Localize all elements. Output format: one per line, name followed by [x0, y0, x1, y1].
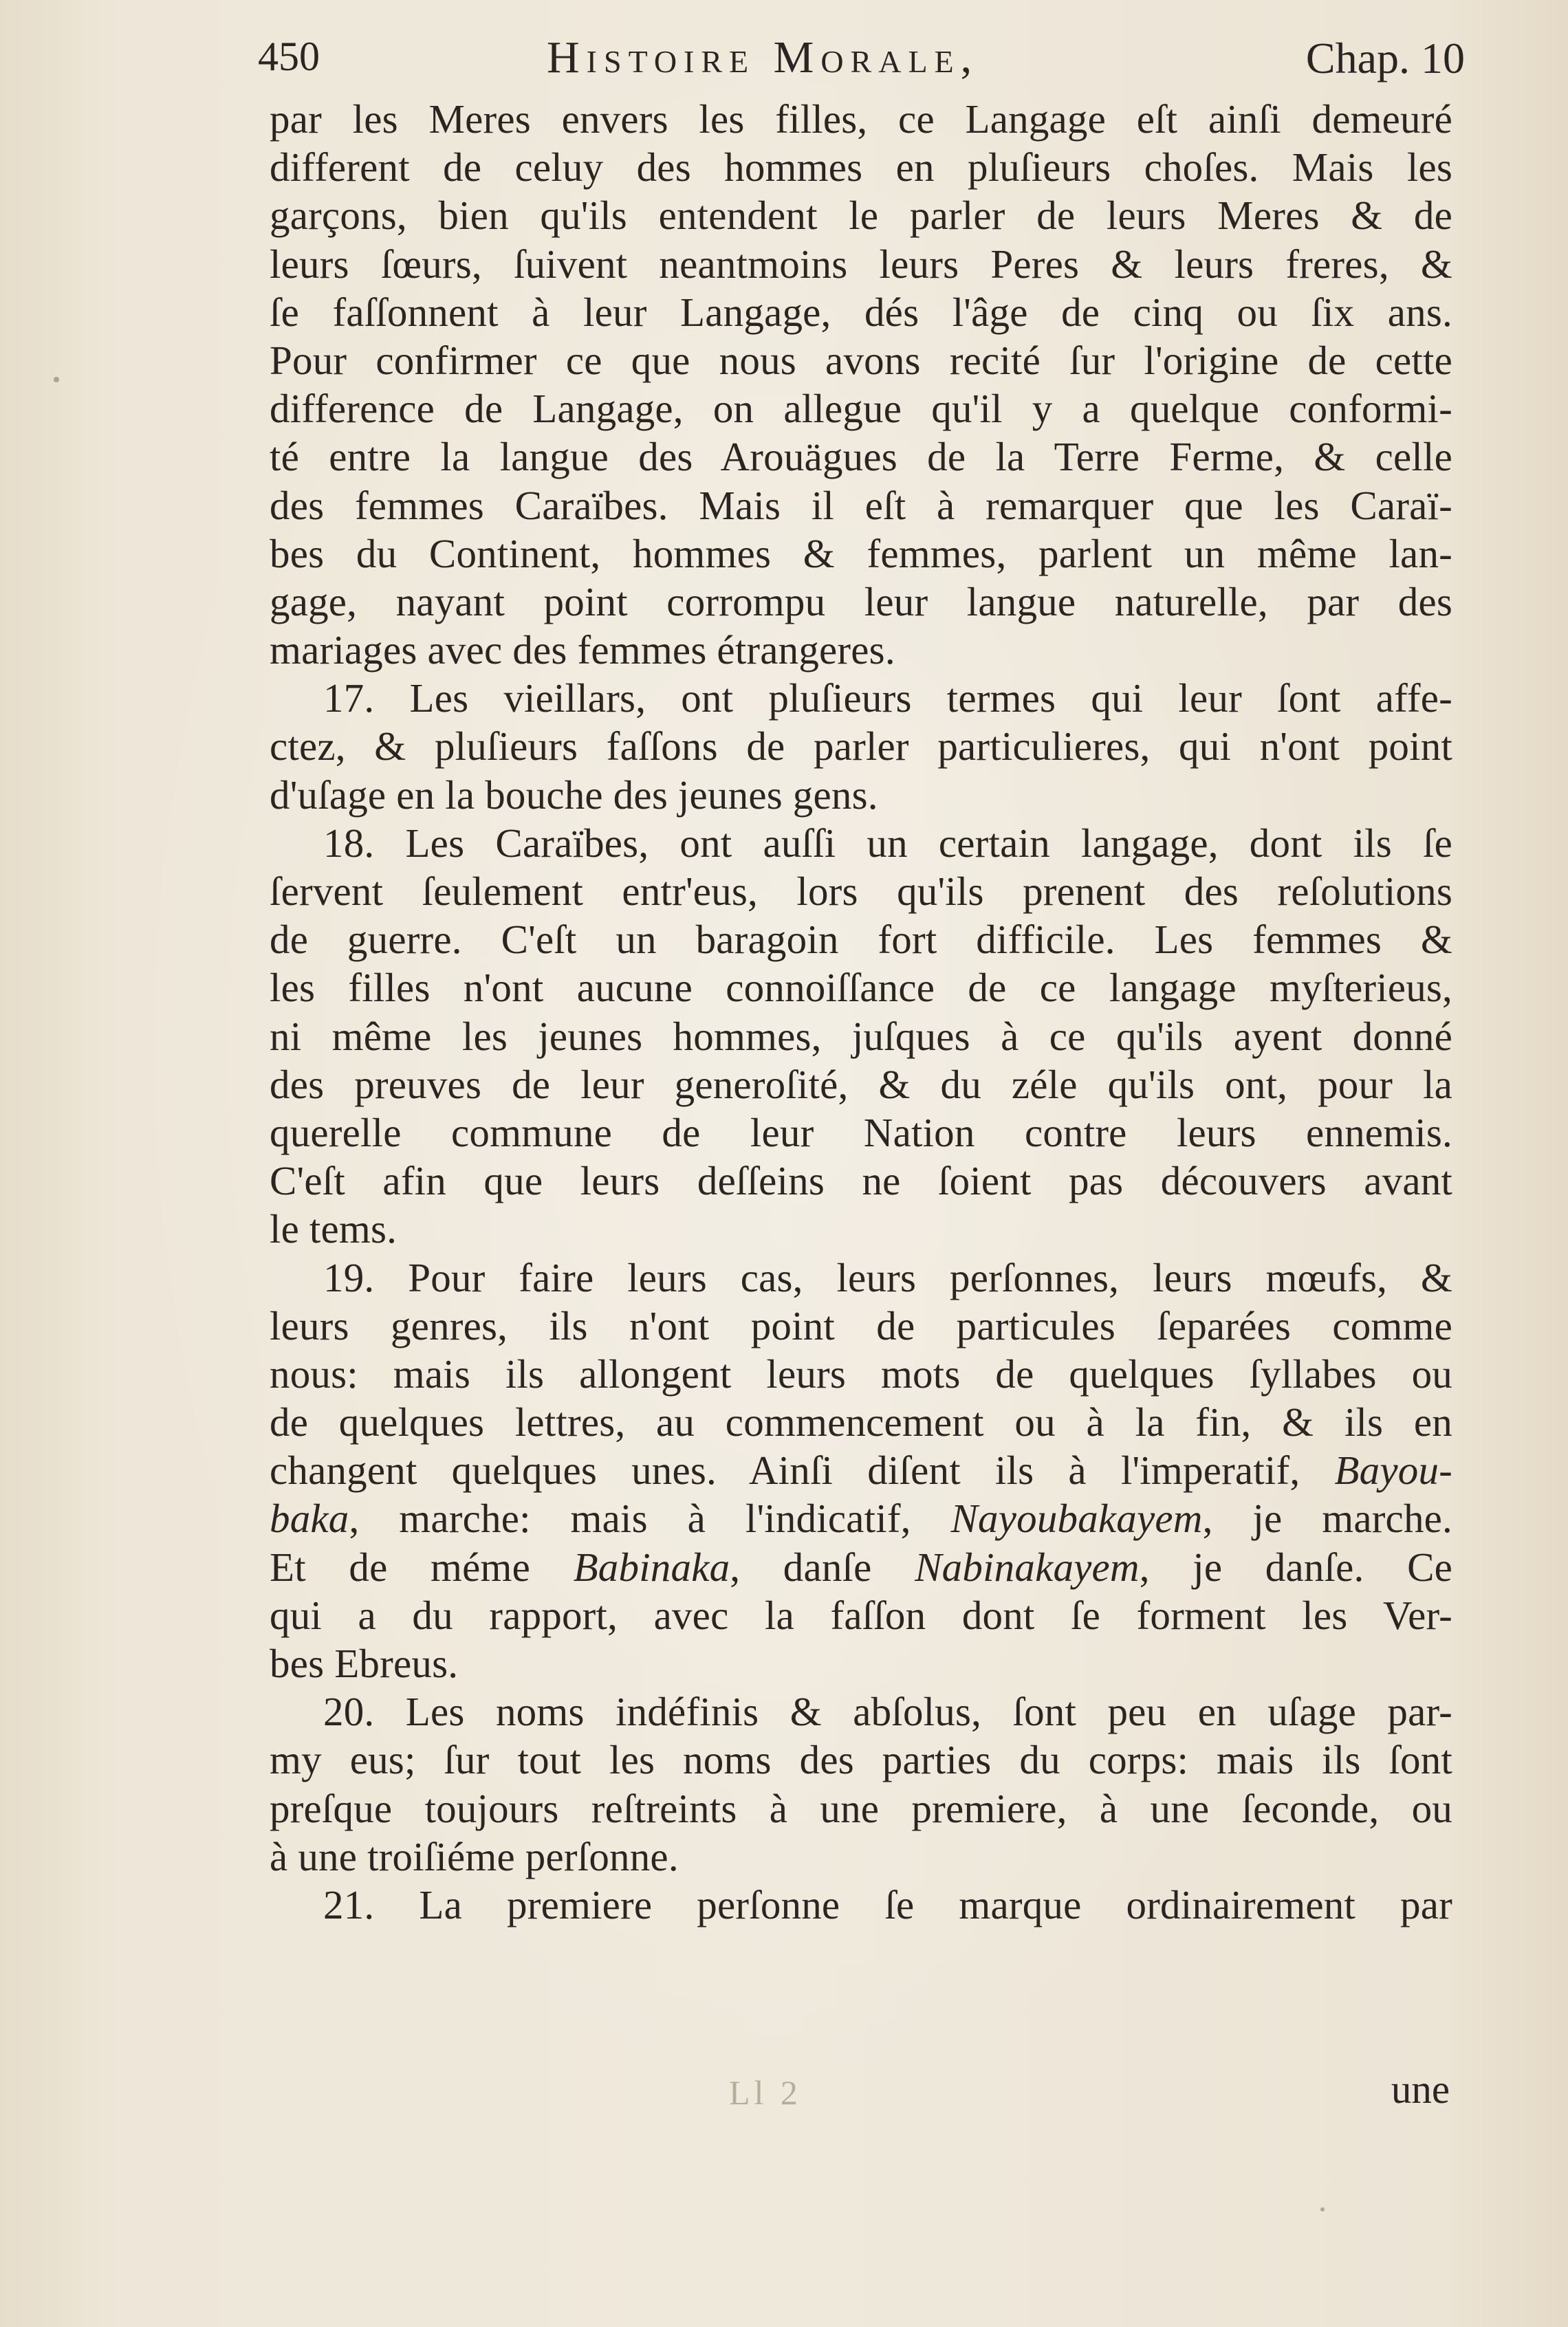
text-line [270, 1446, 1452, 1494]
paragraph-20-start: 20. Les noms indéfinis & abſolus, ſont peu en uſage par- [323, 1689, 1452, 1735]
text-line: des femmes Caraïbes. Mais il eſt à remarquer que les Caraï- [270, 482, 1452, 528]
paper-speck [54, 377, 59, 382]
caribbean-word: Bayou- [1334, 1447, 1452, 1494]
signature-mark: Ll 2 [729, 2073, 802, 2112]
text-line: ni même les jeunes hommes, juſques à ce qu'ils ayent donné [270, 1013, 1452, 1059]
text-line: le tems. [270, 1206, 398, 1252]
text-line: nous: mais ils allongent leurs mots de quelques ſyllabes ou [270, 1351, 1452, 1397]
text-line: bes Ebreus. [270, 1641, 459, 1686]
text-line: C'eſt afin que leurs deſſeins ne ſoient pas découvers avant [270, 1158, 1452, 1204]
text-line [270, 1494, 1452, 1542]
text-line [270, 1543, 1452, 1591]
text-line: de quelques lettres, au commencement ou à la fin, & ils en [270, 1399, 1452, 1445]
paragraph-18-start: 18. Les Caraïbes, ont auſſi un certain langage, dont ils ſe [323, 820, 1452, 866]
text-segment: Et de méme [270, 1544, 530, 1590]
text-line: different de celuy des hommes en pluſieurs choſes. Mais les [270, 144, 1452, 190]
chapter-label: Chap. 10 [1305, 34, 1465, 83]
paper-speck [1320, 2207, 1325, 2211]
text-line: qui a du rapport, avec la faſſon dont ſe forment les Ver- [270, 1592, 1452, 1638]
caribbean-word: Nabinakayem [915, 1544, 1140, 1590]
text-line: bes du Continent, hommes & femmes, parlent un même lan- [270, 530, 1452, 576]
text-line: my eus; ſur tout les noms des parties du corps: mais ils ſont [270, 1737, 1452, 1783]
caribbean-word: Babinaka [573, 1544, 730, 1590]
page-number: 450 [258, 34, 320, 79]
catchword: une [1391, 2066, 1450, 2112]
text-line: gage, nayant point corrompu leur langue naturelle, par des [270, 578, 1452, 624]
text-line: difference de Langage, on allegue qu'il y a quelque conformi- [270, 386, 1452, 432]
text-line: par les Meres envers les filles, ce Langage eſt ainſi demeuré [270, 96, 1452, 142]
text-line: Pour confirmer ce que nous avons recité ſur l'origine de cette [270, 337, 1452, 383]
text-line: ſervent ſeulement entr'eus, lors qu'ils prenent des reſolutions [270, 868, 1452, 914]
text-segment: , marche: mais à l'indicatif, [349, 1496, 951, 1542]
text-line: d'uſage en la bouche des jeunes gens. [270, 772, 878, 818]
text-line: de guerre. C'eſt un baragoin fort difficile. Les femmes & [270, 917, 1452, 963]
text-segment: , je danſe. Ce [1139, 1544, 1453, 1590]
paragraph-21-start: 21. La premiere perſonne ſe marque ordinairement par [323, 1881, 1452, 1927]
text-line: ctez, & pluſieurs faſſons de parler particulieres, qui n'ont point [270, 723, 1452, 769]
text-line: ſe faſſonnent à leur Langage, dés l'âge de cinq ou ſix ans. [270, 289, 1452, 335]
text-segment: changent quelques unes. Ainſi diſent ils à l'imperatif, [270, 1447, 1300, 1494]
running-title: Histoire Morale, [547, 32, 979, 83]
text-line: té entre la langue des Arouägues de la Terre Ferme, & celle [270, 434, 1452, 480]
text-line: des preuves de leur generoſité, & du zéle qu'ils ont, pour la [270, 1061, 1452, 1107]
paragraph-19-start: 19. Pour faire leurs cas, leurs perſonnes, leurs mœufs, & [323, 1254, 1452, 1300]
text-line: les filles n'ont aucune connoiſſance de ce langage myſterieus, [270, 965, 1452, 1011]
running-header [258, 26, 1465, 95]
text-segment: , je marche. [1202, 1496, 1452, 1542]
body-text [270, 95, 1452, 1929]
caribbean-word: baka [270, 1496, 349, 1542]
text-line: garçons, bien qu'ils entendent le parler de leurs Meres & de [270, 193, 1452, 239]
text-line: preſque toujours reſtreints à une premiere, à une ſeconde, ou [270, 1785, 1452, 1831]
text-segment: , danſe [730, 1544, 872, 1590]
text-line: leurs ſœurs, ſuivent neantmoins leurs Peres & leurs freres, & [270, 241, 1452, 287]
caribbean-word: Nayoubakayem [950, 1496, 1203, 1542]
text-line: à une troiſiéme perſonne. [270, 1833, 679, 1879]
text-line: leurs genres, ils n'ont point de particules ſeparées comme [270, 1302, 1452, 1348]
text-line: mariages avec des femmes étrangeres. [270, 627, 895, 673]
paragraph-17-start: 17. Les vieillars, ont pluſieurs termes qui leur ſont affe- [323, 675, 1452, 721]
text-line: querelle commune de leur Nation contre leurs ennemis. [270, 1109, 1452, 1155]
